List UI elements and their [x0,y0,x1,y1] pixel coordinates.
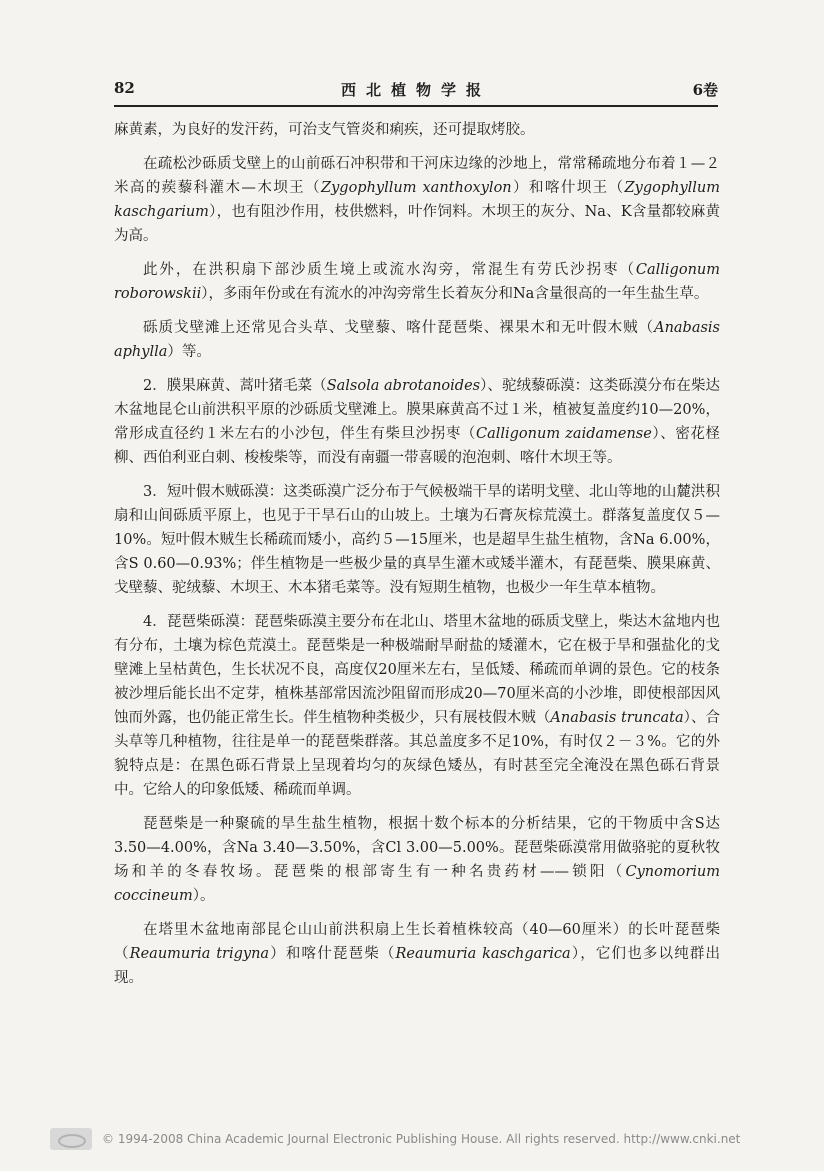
species-name: Zygophyllum xanthoxylon [321,180,512,196]
text-run: ）和喀什坝王（ [511,180,625,196]
text-run: ），它们也多以纯群出现。 [114,946,721,986]
running-header [114,79,718,107]
text-run: 此外，在洪积扇下部沙质生境上或流水沟旁，常混生有劳氏沙拐枣（ [143,262,636,278]
paragraph [114,118,720,142]
text-run: ），也有阻沙作用，枝供燃料，叶作饲料。木坝王的灰分、Na、K含量都较麻黄为高。 [114,204,720,244]
text-run: ），多雨年份或在有流水的冲沟旁常生长着灰分和Na含量很高的一年生盐生草。 [201,286,709,302]
text-run: 4．琵琶柴砾漠：琵琶柴砾漠主要分布在北山、塔里木盆地的砾质戈壁上，柴达木盆地内也有分布，土壤为棕色荒漠土。琵琶柴是一种极端耐旱耐盐的矮灌木，它在极于旱和强盐化的戈壁滩上呈枯黄色，生长状况不良，高度仅20厘米左右，呈低矮、稀疏而单调的景色。它的枝条被沙埋后能长出不定芽，植株基部常因流沙阻留而形成20—70厘米高的小沙堆，即使根部因风蚀而外露，也仍能正常生长。伴生植物种类极少，只有展枝假木贼（ [114,614,720,726]
paragraph [114,812,720,908]
page-number: 82 [114,79,135,97]
journal-title: 西北植物学报 [340,81,492,99]
text-run: ）、合头草等几种植物，往往是单一的琵琶柴群落。其总盖度多不足10%，有时仅２－３%。它的外貌特点是：在黑色砾石背景上呈现着均匀的灰绿色矮丛，有时甚至完全淹没在黑色砾石背景中。它给人的印象低矮、稀疏而单调。 [114,710,721,798]
paragraph [114,480,720,600]
species-name: Calligonum roborowskii [114,262,720,302]
copyright-text: © 1994-2008 China Academic Journal Electronic Publishing House. All rights reserved. http://www.cnki.net [102,1132,741,1146]
paragraph [114,316,720,364]
text-run: 琵琶柴是一种聚硫的旱生盐生植物，根据十数个标本的分析结果，它的干物质中含S达3.50—4.00%，含Na 3.40—3.50%，含Cl 3.00—5.00%。琵琶柴砾漠常用做骆驼的夏秋牧场和羊的冬春牧场。琵琶柴的根部寄生有一种名贵药材——锁阳（ [114,816,720,880]
species-name: Zygophyllum kaschgarium [114,180,721,220]
species-name: Cynomorium coccineum [114,864,720,904]
paragraph [114,918,720,990]
text-run: ）和喀什琵琶柴（ [269,946,396,962]
text-run: 3．短叶假木贼砾漠：这类砾漠广泛分布于气候极端干旱的诺明戈壁、北山等地的山麓洪积扇和山间砾质平原上，也见于干旱石山的山坡上。土壤为石膏灰棕荒漠土。群落复盖度仅５—10%。短叶假木贼生长稀疏而矮小，高约５—15厘米，也是超旱生盐生植物，含Na 6.00%，含S 0.60—0.93%；伴生植物是一些极少量的真旱生灌木或矮半灌木，有琵琶柴、膜果麻黄、戈壁藜、驼绒藜、木坝王、木本猪毛菜等。没有短期生植物，也极少一年生草本植物。 [114,484,720,596]
text-run: 麻黄素，为良好的发汗药，可治支气管炎和痢疾，还可提取烤胶。 [114,122,535,138]
volume-number: 6卷 [692,81,718,99]
text-run: 2．膜果麻黄、蒿叶猪毛菜（ [143,378,327,394]
copyright-footer [50,1128,790,1152]
species-name: Calligonum zaidamense [476,426,652,442]
text-run: 砾质戈壁滩上还常见合头草、戈壁藜、喀什琵琶柴、裸果木和无叶假木贼（ [143,320,655,336]
text-run: ）、驼绒藜砾漠：这类砾漠分布在柴达木盆地昆仑山前洪积平原的沙砾质戈壁滩上。膜果麻黄高不过１米，植被复盖度约10—20%，常形成直径约１米左右的小沙包，伴生有柴旦沙拐枣（ [114,378,720,442]
article-body [114,118,720,1000]
text-run: ）、密花柽柳、西伯利亚白刺、梭梭柴等，而没有南疆一带喜暖的泡泡刺、喀什木坝王等。 [114,426,720,466]
paragraph [114,610,720,802]
cnki-logo-icon [50,1128,92,1150]
paragraph [114,152,720,248]
text-run: ）。 [192,888,215,904]
text-run: 在塔里木盆地南部昆仑山山前洪积扇上生长着植株较高（40—60厘米）的长叶琵琶柴（ [114,922,720,962]
species-name: Anabasis truncata [550,710,684,726]
species-name: Reaumuria kaschgarica [395,946,571,962]
species-name: Anabasis aphylla [114,320,720,360]
species-name: Salsola abrotanoides [326,378,481,394]
text-run: ）等。 [167,344,211,360]
species-name: Reaumuria trigyna [129,946,270,962]
text-run: 在疏松沙砾质戈壁上的山前砾石冲积带和干河床边缘的沙地上，常常稀疏地分布着１—２米高的蒺藜科灌木—木坝王（ [114,156,720,196]
paragraph [114,374,720,470]
paragraph [114,258,720,306]
